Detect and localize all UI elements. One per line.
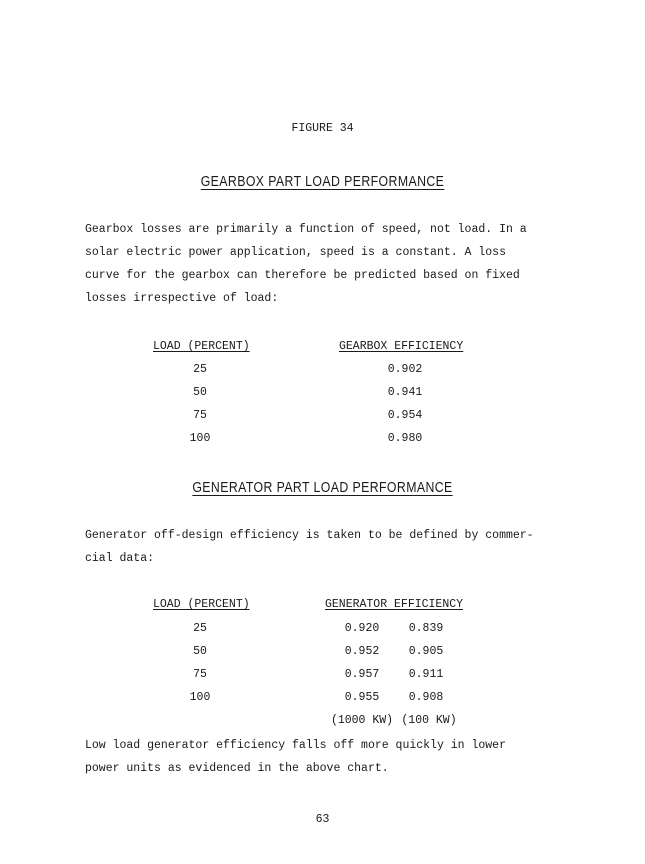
efficiency-100kw: 0.908 xyxy=(408,691,444,704)
load-value: 100 xyxy=(189,691,211,704)
load-value: 25 xyxy=(193,363,207,376)
load-value: 25 xyxy=(193,622,207,635)
efficiency-value: 0.954 xyxy=(387,409,423,422)
generator-col-load-header: LOAD (PERCENT) xyxy=(153,598,250,611)
efficiency-value: 0.980 xyxy=(387,432,423,445)
gearbox-col-eff-header: GEARBOX EFFICIENCY xyxy=(339,340,464,353)
load-value: 50 xyxy=(193,386,207,399)
column-footer-1000kw: (1000 KW) xyxy=(330,714,394,727)
efficiency-100kw: 0.905 xyxy=(408,645,444,658)
efficiency-1000kw: 0.957 xyxy=(344,668,380,681)
efficiency-1000kw: 0.920 xyxy=(344,622,380,635)
load-value: 75 xyxy=(193,409,207,422)
efficiency-value: 0.902 xyxy=(387,363,423,376)
column-footer-100kw: (100 KW) xyxy=(401,714,457,727)
generator-col-eff-header: GENERATOR EFFICIENCY xyxy=(325,598,464,611)
generator-section-title: GENERATOR PART LOAD PERFORMANCE xyxy=(192,479,453,496)
page-number: 63 xyxy=(315,813,330,826)
efficiency-100kw: 0.911 xyxy=(408,668,444,681)
efficiency-100kw: 0.839 xyxy=(408,622,444,635)
load-value: 75 xyxy=(193,668,207,681)
closing-paragraph: Low load generator efficiency falls off more quickly in lower power units as evidenced in the above chart. xyxy=(85,739,506,775)
efficiency-1000kw: 0.952 xyxy=(344,645,380,658)
gearbox-col-load-header: LOAD (PERCENT) xyxy=(153,340,250,353)
load-value: 50 xyxy=(193,645,207,658)
efficiency-value: 0.941 xyxy=(387,386,423,399)
generator-paragraph: Generator off-design efficiency is taken to be defined by commer- cial data: xyxy=(85,529,534,565)
efficiency-1000kw: 0.955 xyxy=(344,691,380,704)
figure-label: FIGURE 34 xyxy=(291,122,354,135)
gearbox-section-title: GEARBOX PART LOAD PERFORMANCE xyxy=(200,173,445,190)
load-value: 100 xyxy=(189,432,211,445)
gearbox-paragraph: Gearbox losses are primarily a function of speed, not load. In a solar electric power application, speed is a constant. A loss curve for the gearbox can therefore be predicted based on fixed losses irrespective of load: xyxy=(85,223,527,305)
